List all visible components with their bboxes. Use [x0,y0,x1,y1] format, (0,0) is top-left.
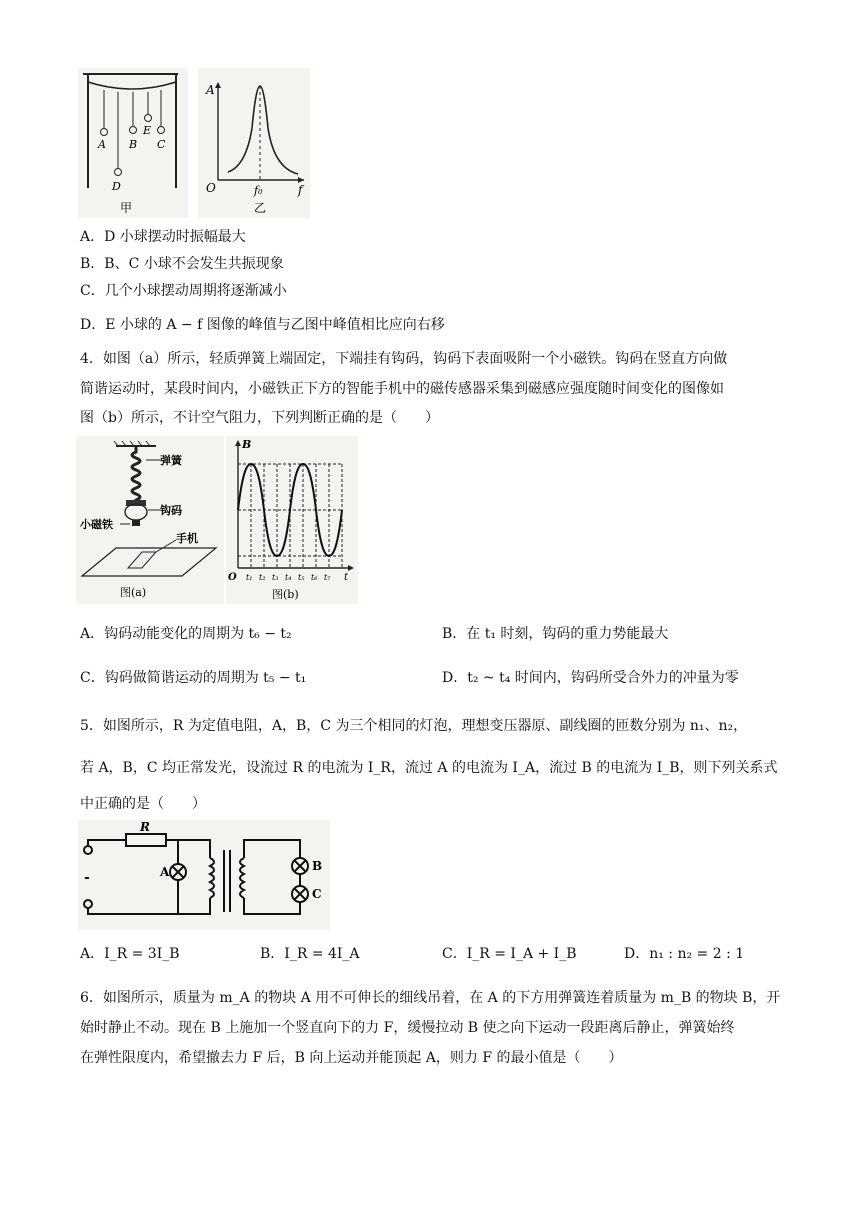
q5-stem-line-1: 5．如图所示，R 为定值电阻，A，B，C 为三个相同的灯泡，理想变压器原、副线圈的匝数分别为 n₁、n₂， [80,718,748,734]
q4-option-c: C．钩码做简谐运动的周期为 t₅ − t₁ [80,670,307,686]
fig-b-caption: 图(b) [272,588,299,601]
label-weight: 钩码 [160,504,182,517]
resonance-curve-diagram [198,68,310,218]
magnetic-field-time-graph [226,436,358,604]
q4-option-b: B．在 t₁ 时刻，钩码的重力势能最大 [442,626,669,642]
pendulum-diagram [78,68,188,218]
q5-stem-line-2: 若 A，B，C 均正常发光，设流过 R 的电流为 I_R，流过 A 的电流为 I_A，流过 B 的电流为 I_B，则下列关系式 [80,760,778,776]
q6-stem-line-3: 在弹性限度内，希望撤去力 F 后，B 向上运动并能顶起 A，则力 F 的最小值是（ ） [80,1050,623,1066]
fig-a-caption: 图(a) [120,586,147,599]
q3-option-d: D．E 小球的 A − f 图像的峰值与乙图中峰值相比应向右移 [80,317,445,333]
tick-t7: t₇ [324,573,331,582]
q4-stem-line-2: 简谐运动时，某段时间内，小磁铁正下方的智能手机中的磁传感器采集到磁感应强度随时间变化的图像如 [80,381,724,397]
ball-label-b: B [129,138,138,151]
fig-b-axis-x: t [344,572,349,583]
label-lamp-c: C [312,887,322,901]
q3-figure-jia [78,68,188,218]
q4-stem-line-1: 4．如图（a）所示，轻质弹簧上端固定，下端挂有钩码，钩码下表面吸附一个小磁铁。钩码在竖直方向做 [80,351,728,367]
tick-t1: t₁ [246,573,253,582]
tick-t3: t₃ [272,573,279,582]
label-phone: 手机 [176,532,198,545]
q4-figure-b [226,436,358,604]
axis-y-label: A [206,83,215,97]
tick-t4: t₄ [285,573,292,582]
ball-label-a: A [98,138,106,151]
q4-option-d: D．t₂ ~ t₄ 时间内，钩码所受合外力的冲量为零 [442,670,739,686]
q5-option-d: D．n₁ : n₂ = 2 : 1 [624,946,745,962]
q3-figure-yi [198,68,310,218]
transformer-circuit-diagram [78,820,330,930]
q5-option-c: C．I_R = I_A + I_B [442,946,577,962]
q6-stem-line-2: 始时静止不动。现在 B 上施加一个竖直向下的力 F，缓慢拉动 B 使之向下运动一段距离后静止，弹簧始终 [80,1020,735,1036]
q4-stem-line-3: 图（b）所示，不计空气阻力，下列判断正确的是（ ） [80,410,439,426]
fig-caption-yi: 乙 [254,201,267,215]
label-resistor: R [140,820,150,834]
q5-option-a: A．I_R = 3I_B [80,946,180,962]
q3-option-a: A．D 小球摆动时振幅最大 [80,229,246,245]
q3-option-b: B．B、C 小球不会发生共振现象 [80,256,284,272]
label-terminal-minus: - [84,870,90,886]
label-magnet: 小磁铁 [80,518,113,531]
fig-caption-jia: 甲 [120,201,133,215]
tick-t6: t₆ [311,573,318,582]
tick-t5: t₅ [298,573,305,582]
tick-t2: t₂ [259,573,266,582]
q5-option-b: B．I_R = 4I_A [260,946,360,962]
spring-magnet-phone-diagram [76,436,224,604]
fig-b-axis-y: B [242,438,252,451]
q4-figure-a [76,436,224,604]
label-lamp-a: A [160,865,170,879]
fig-b-origin: O [228,572,237,583]
ball-label-d: D [112,180,121,193]
label-lamp-b: B [312,859,323,873]
peak-frequency-label: f₀ [254,184,263,197]
ball-label-c: C [157,138,166,151]
q4-option-a: A．钩码动能变化的周期为 t₆ − t₂ [80,626,292,642]
q5-stem-line-3: 中正确的是（ ） [80,796,206,812]
ball-label-e: E [143,124,152,137]
q5-circuit-figure [78,820,330,930]
q3-option-c: C．几个小球摆动周期将逐渐减小 [80,283,287,299]
origin-label: O [206,181,216,195]
label-spring: 弹簧 [160,454,182,467]
axis-x-label: f [298,183,303,197]
q6-stem-line-1: 6．如图所示，质量为 m_A 的物块 A 用不可伸长的细线吊着，在 A 的下方用弹簧连着质量为 m_B 的物块 B，开 [80,990,781,1006]
